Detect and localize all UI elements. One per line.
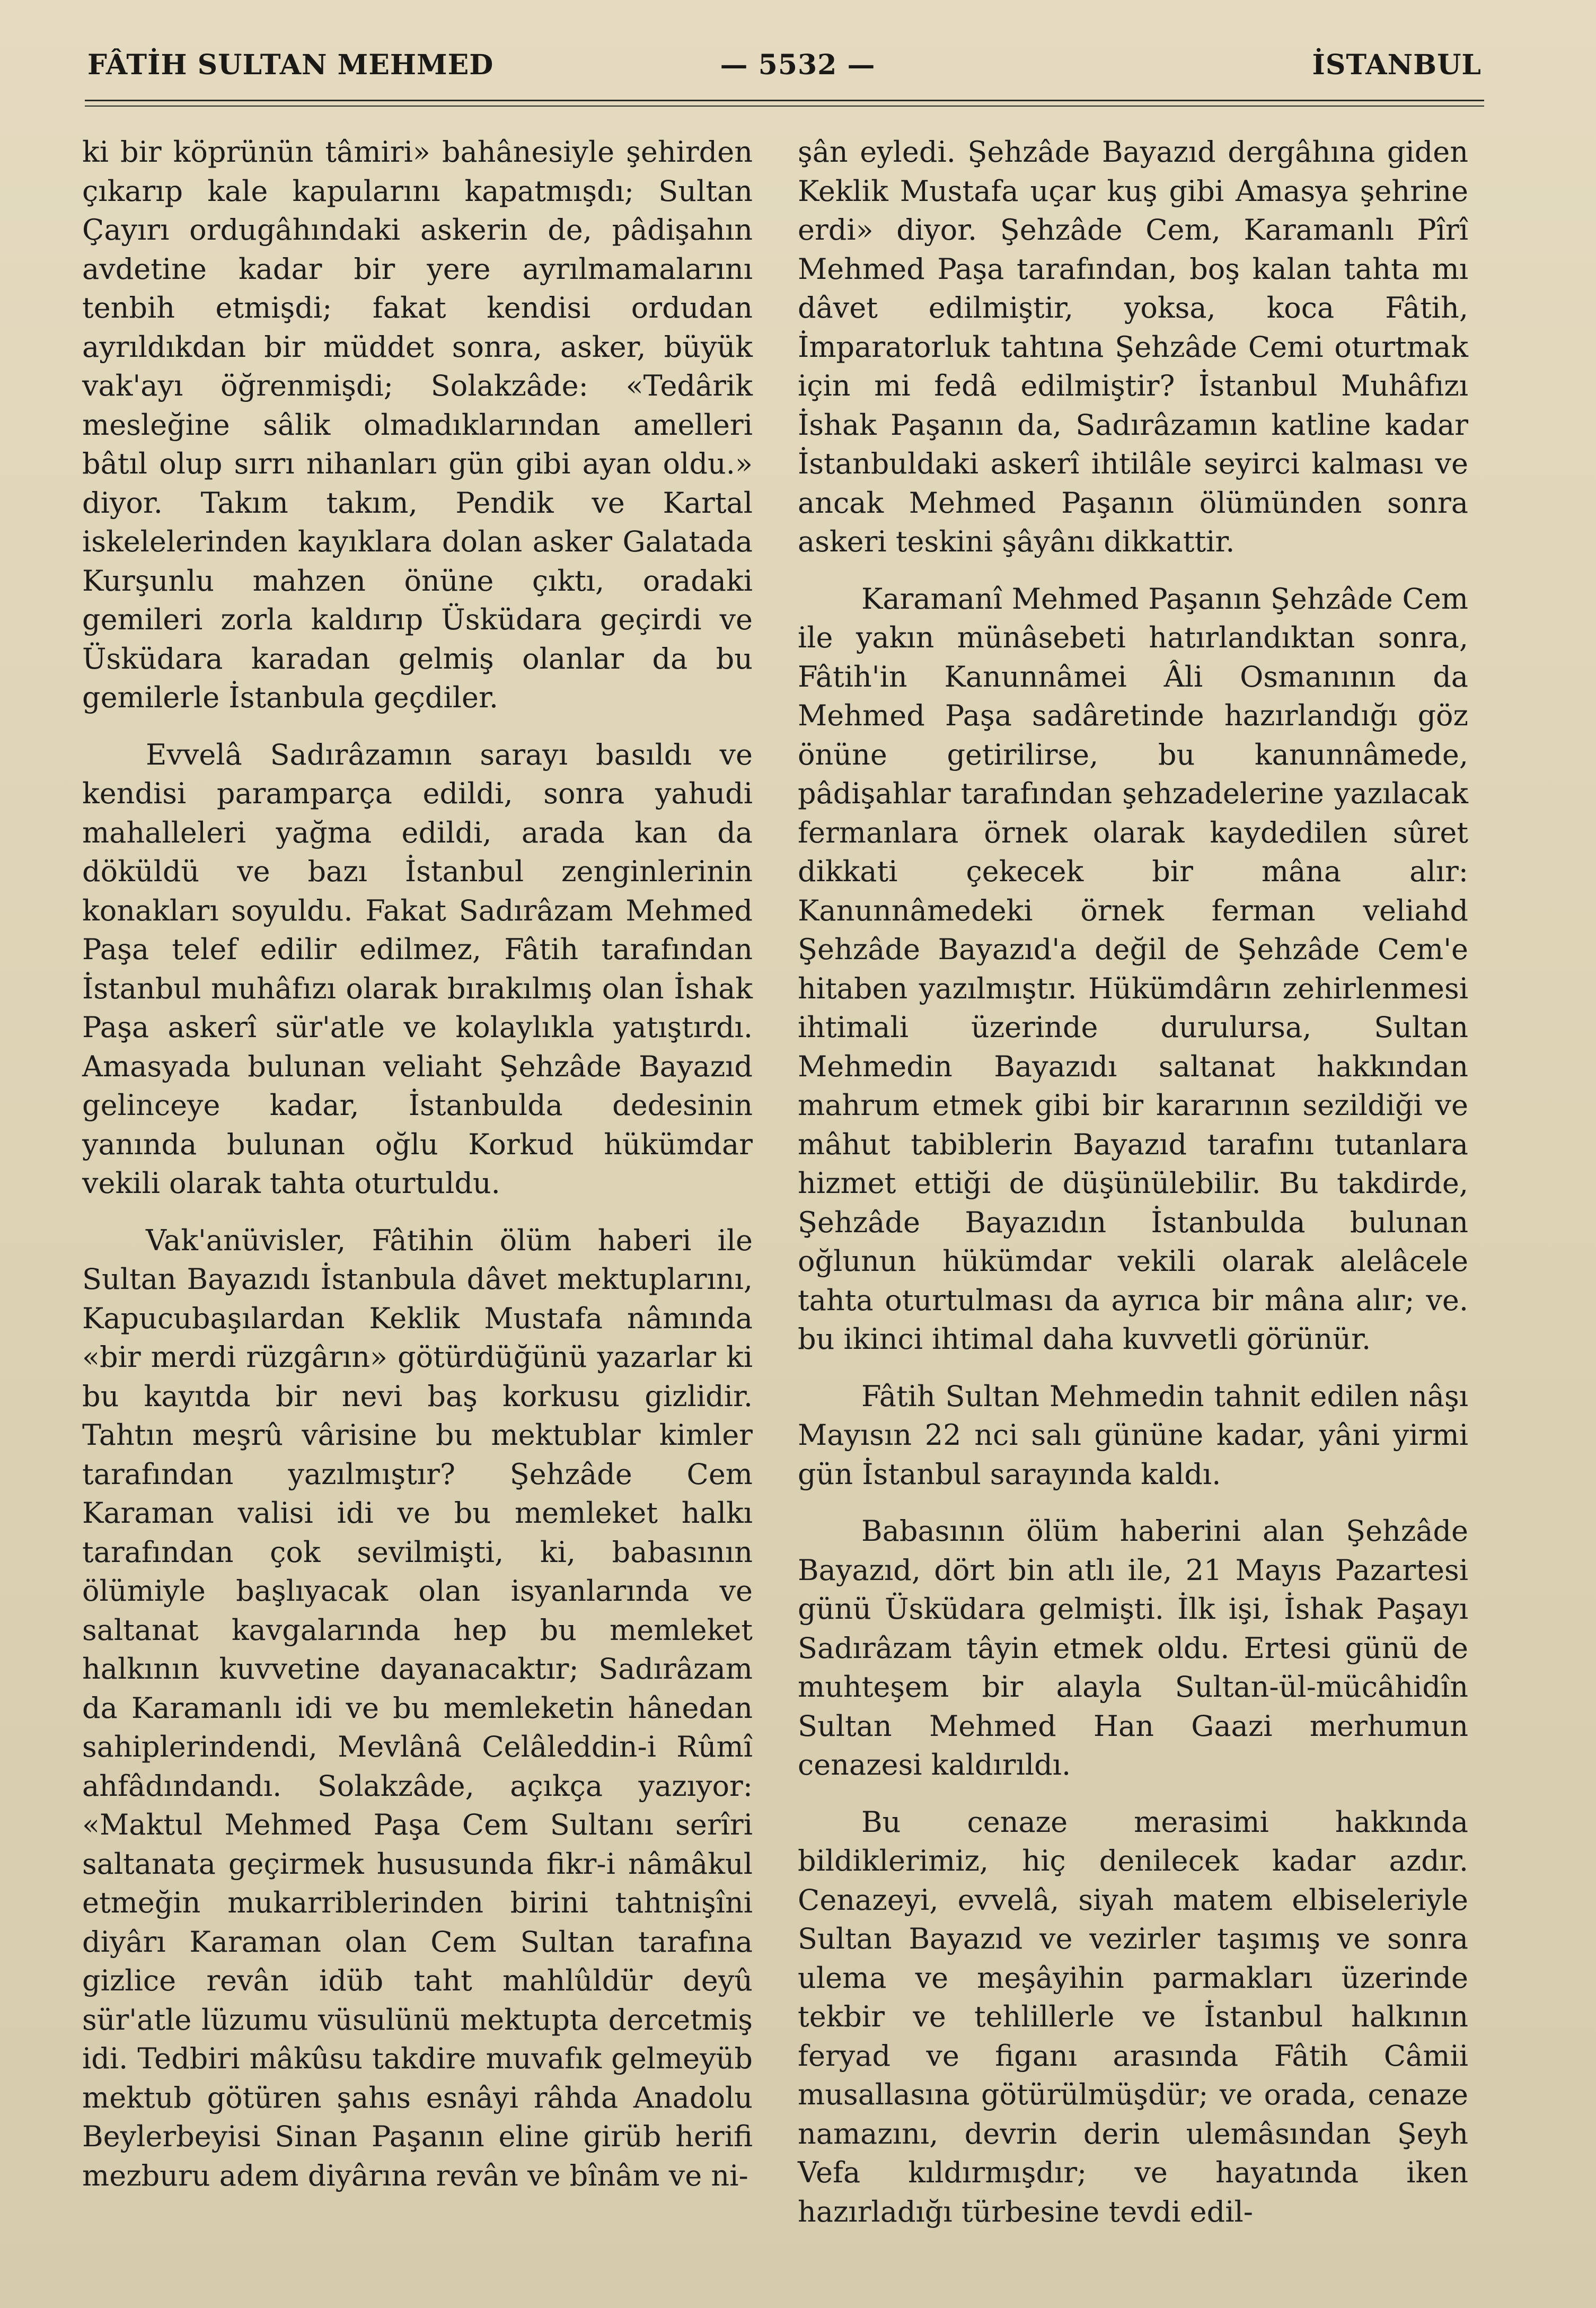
paragraph: Babasının ölüm haberini alan Şehzâde Bayazıd, dört bin atlı ile, 21 Mayıs Pazartesi günü Üsküdara gelmişti. İlk işi, İshak Paşayı Sadırâzam tâyin etmek oldu. Ertesi günü de muhteşem bir alayla Sultan-ül-mücâhidîn Sultan Mehmed Han Gaazi merhumun cenazesi kaldırıldı. xyxy=(798,1514,1468,1782)
paragraph: ki bir köprünün tâmiri» bahânesiyle şehirden çıkarıp kale kapularını kapatmışdı; Sultan Çayırı ordugâhındaki askerin de, pâdişahın avdetine kadar bir yere ayrılmamalarını tenbih etmişdi; fakat kendisi ordudan ayrıldıkdan bir müddet sonra, asker, büyük vak'ayı öğrenmişdi; Solakzâde: «Tedârik mesleğine sâlik olmadıklarından amelleri bâtıl olup sırrı nihanları gün gibi ayan oldu.» diyor. Takım takım, Pendik ve Kartal iskelelerinden kayıklara dolan asker Galatada Kurşunlu mahzen önüne çıktı, oradaki gemileri zorla kaldırıp Üsküdara geçirdi ve Üsküdara karadan gelmiş olanlar da bu gemilerle İstanbula geçdiler. xyxy=(82,135,753,714)
paragraph: Bu cenaze merasimi hakkında bildiklerimiz, hiç denilecek kadar azdır. Cenazeyi, evvelâ, siyah matem elbiseleriyle Sultan Bayazıd ve vezirler taşımış ve sonra ulema ve meşâyihin parmakları üzerinde tekbir ve tehlillerle ve İstanbul halkının feryad ve figanı arasında Fâtih Câmii musallasına götürülmüşdür; ve orada, cenaze namazını, devrin derin ulemâsından Şeyh Vefa kıldırmışdır; ve hayatında iken hazırladığı türbesine tevdi edil- xyxy=(798,1805,1468,2228)
paragraph: Fâtih Sultan Mehmedin tahnit edilen nâşı Mayısın 22 nci salı gününe kadar, yâni yirmi gün İstanbul sarayında kaldı. xyxy=(798,1379,1468,1491)
header-section: İSTANBUL xyxy=(1312,49,1482,81)
right-column xyxy=(798,133,1468,2249)
paragraph: Vak'anüvisler, Fâtihin ölüm haberi ile Sultan Bayazıdı İstanbula dâvet mektuplarını, Kapucubaşılardan Keklik Mustafa nâmında «bir merdi rüzgârın» götürdüğünü yazarlar ki bu kayıtda bir nevi baş korkusu gizlidir. Tahtın meşrû vârisine bu mektublar kimler tarafından yazılmıştır? Şehzâde Cem Karaman valisi idi ve bu memleket halkı tarafından çok sevilmişti, ki, babasının ölümiyle başlıyacak olan isyanlarında ve saltanat kavgalarında hep bu memleket halkının kuvvetine dayanacaktır; Sadırâzam da Karamanlı idi ve bu memleketin hânedan sahiplerindendi, Mevlânâ Celâleddin-i Rûmî ahfâdındandı. Solakzâde, açıkça yazıyor: «Maktul Mehmed Paşa Cem Sultanı serîri saltanata geçirmek hususunda fikr-i nâmâkul etmeğin mukarriblerinden birini tahtnişîni diyârı Karaman olan Cem Sultan tarafına gizlice revân idüb taht mahlûldür deyû sür'atle lüzumu vüsulünü mektupta dercetmiş idi. Tedbiri mâkûsu takdire muvafık gelmeyüb mektub götüren şahıs esnâyi râhda Anadolu Beylerbeyisi Sinan Paşanın eline girüb herifi mezburu adem diyârına revân ve bînâm ve ni- xyxy=(82,1223,753,2192)
paragraph: Evvelâ Sadırâzamın sarayı basıldı ve kendisi paramparça edildi, sonra yahudi mahalleleri yağma edildi, arada kan da döküldü ve bazı İstanbul zenginlerinin konakları soyuldu. Fakat Sadırâzam Mehmed Paşa telef edilir edilmez, Fâtih tarafından İstanbul muhâfızı olarak bırakılmış olan İshak Paşa askerî sür'atle ve kolaylıkla yatıştırdı. Amasyada bulunan veliaht Şehzâde Bayazıd gelinceye kadar, İstanbulda dedesinin yanında bulunan oğlu Korkud hükümdar vekili olarak tahta oturtuldu. xyxy=(82,738,753,1200)
left-column xyxy=(82,133,753,2213)
header-rule xyxy=(85,100,1484,107)
paragraph: şân eyledi. Şehzâde Bayazıd dergâhına giden Keklik Mustafa uçar kuş gibi Amasya şehrine erdi» diyor. Şehzâde Cem, Karamanlı Pîrî Mehmed Paşa tarafından, boş kalan tahta mı dâvet edilmiştir, yoksa, koca Fâtih, İmparatorluk tahtına Şehzâde Cemi oturtmak için mi fedâ edilmiştir? İstanbul Muhâfızı İshak Paşanın da, Sadırâzamın katline kadar İstanbuldaki askerî ihtilâle seyirci kalması ve ancak Mehmed Paşanın ölümünden sonra askeri teskini şâyânı dikkattir. xyxy=(798,135,1468,558)
header-title: FÂTİH SULTAN MEHMED xyxy=(87,49,494,81)
paragraph: Karamanî Mehmed Paşanın Şehzâde Cem ile yakın münâsebeti hatırlandıktan sonra, Fâtih'in Kanunnâmei Âli Osmanının da Mehmed Paşa sadâretinde hazırlandığı göz önüne getirilirse, bu kanunnâmede, pâdişahlar tarafından şehzadelerine yazılacak fermanlara örnek olarak kaydedilen sûret dikkati çekecek bir mâna alır: Kanunnâmedeki örnek ferman veliahd Şehzâde Bayazıd'a değil de Şehzâde Cem'e hitaben yazılmıştır. Hükümdârın zehirlenmesi ihtimali üzerinde durulursa, Sultan Mehmedin Bayazıdı saltanat hakkından mahrum etmek gibi bir kararının sezildiği ve mâhut tabiblerin Bayazıd tarafını tutanlara hizmet ettiği de düşünülebilir. Bu takdirde, Şehzâde Bayazıdın İstanbulda bulunan oğlunun hükümdar vekili olarak alelâcele tahta oturtulması da ayrıca bir mâna alır; ve. bu ikinci ihtimal daha kuvvetli görünür. xyxy=(798,582,1468,1356)
running-header xyxy=(87,49,1482,96)
page-number: — 5532 — xyxy=(720,49,876,81)
